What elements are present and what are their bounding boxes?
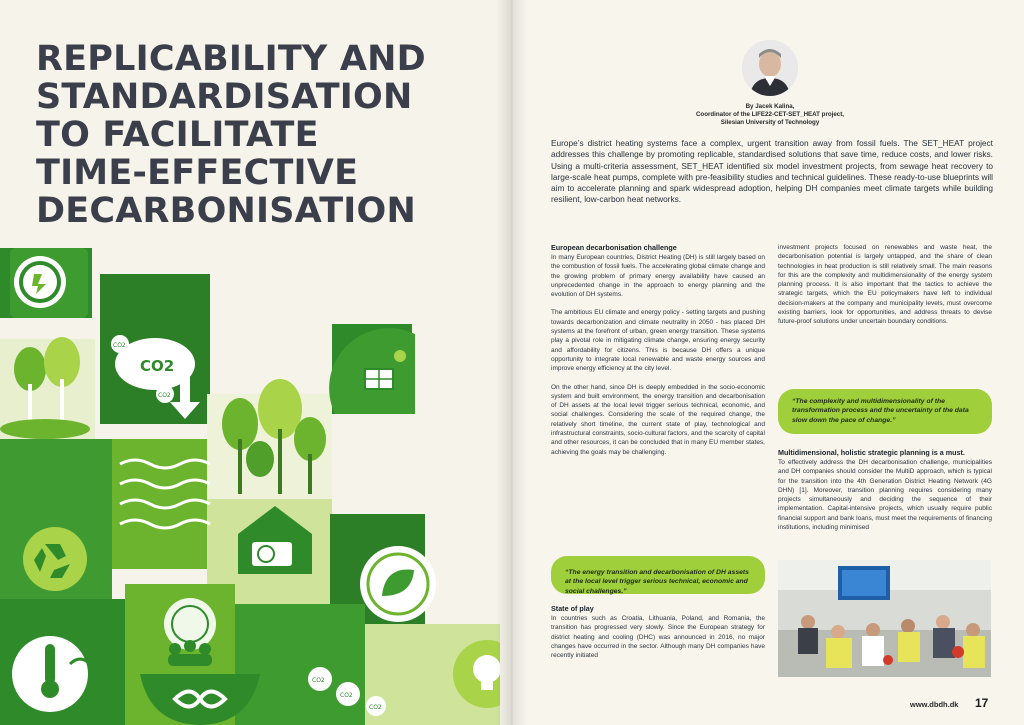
co2-label: CO2 xyxy=(113,342,126,349)
co2-label: CO2 xyxy=(369,704,382,711)
green-energy-illustration xyxy=(0,244,500,725)
paragraph: In many European countries, District Heating (DH) is still largely based on the combustion of fossil fuels. The accelerating global climate change and the growing problem of primary energy availability have caused an unprecedented change in the approach to energy planning and the evolution of DH systems. xyxy=(551,254,765,299)
text-column-right-lower xyxy=(778,448,992,541)
paragraph: On the other hand, since DH is deeply embedded in the socio-economic system and built environment, the energy transition and decarbonisation of DH assets at the local level trigger serious technical, economic, and social challenges. Considering the scale of the required change, the relatively short timeline, the current state of play, technological and infrastructural constraints, socio-cultural factors, and the scarcity of capital and other resources, it can be concluded that in many EU member states, achieving the goals may be challenging. xyxy=(551,383,765,456)
title-line: TO FACILITATE xyxy=(36,115,319,155)
paragraph: investment projects focused on renewables and waste heat, the decarbonisation potential is largely untapped, and the share of clean technologies in heat production is still relatively small. The main reasons for this are the complexity and multidimensionality of the energy system planning process. It is also important that the tactics to achieve the strategic targets, which the EU policymakers have left to individual decision-makers at the company and municipality levels, must overcome existing barriers, look for opportunities, and address threats to devise future-proof solutions under uncertain boundary conditions. xyxy=(778,244,992,326)
author-affiliation: Silesian University of Technology xyxy=(720,119,820,126)
section-heading: European decarbonisation challenge xyxy=(551,243,677,252)
recycle-icon xyxy=(23,527,87,591)
thermometer-icon xyxy=(45,644,55,684)
paragraph: In countries such as Croatia, Lithuania, Poland, and Romania, the transition has progressed very slowly. Since the European strategy for district heating and cooling (DHC) was announced in 2016, no major changes have occurred in the sector. Although many DH companies have recently initiated xyxy=(551,615,765,660)
page-number: 17 xyxy=(975,696,989,710)
paragraph: To effectively address the DH decarbonisation challenge, municipalities and DH companies should consider the MultiD approach, which is typical for the transition into the 4th Generation District Heating Network (4G DHN) [1]. Moreover, transition planning requires considering many projects simultaneously and deciding the sequence of their implementation. Capital-intensive projects, which usually require public financial support and bank loans, must meet the requirements of financing institutions, including minimised xyxy=(778,459,992,532)
footer-url: www.dbdh.dk xyxy=(910,700,959,709)
co2-label: CO2 xyxy=(140,357,175,375)
text-column-right xyxy=(778,243,992,336)
title-line: REPLICABILITY AND xyxy=(36,39,426,79)
author-photo xyxy=(742,40,798,96)
pull-quote: “The energy transition and decarbonisation of DH assets at the local level trigger serious technical, economic and social challenges.” xyxy=(551,556,765,594)
sun-icon xyxy=(394,350,406,362)
lightbulb-icon xyxy=(473,655,500,683)
article-intro: Europe’s district heating systems face a complex, urgent transition away from fossil fuels. The SET_HEAT project addresses this challenge by promoting replicable, standardised solutions that save time, reduce costs, and lower risks. Using a multi-criteria assessment, SET_HEAT identified six model investment projects, from sewage heat recovery to large-scale heat pumps, complete with pre-feasibility studies and technical guidelines. These ready-to-use blueprints will aim to accelerate planning and spark widespread adoption, helping DH companies meet climate targets while building resilient, low-carbon heat networks. xyxy=(551,138,993,205)
author-byline xyxy=(650,103,890,127)
co2-label: CO2 xyxy=(312,677,325,684)
paragraph: The ambitious EU climate and energy policy - setting targets and pushing towards decarbonization and climate neutrality in 2050 - has placed DH systems at the forefront of urban, green energy transition. These systems play a pivotal role in mitigating climate change, ensuring energy security and affordability for citizens. This is because DH offers a unique opportunity to integrate local renewable and waste energy sources and improve energy efficiency at the city level. xyxy=(551,309,765,373)
meeting-photo xyxy=(778,560,991,677)
text-column-left-bottom xyxy=(551,604,765,669)
pull-quote: “The complexity and multidimensionality of the transformation process and the uncertainty of the data slow down the pace of change.” xyxy=(778,389,992,434)
co2-label: CO2 xyxy=(340,692,353,699)
section-heading: Multidimensional, holistic strategic planning is a must. xyxy=(778,448,965,457)
co2-label: CO2 xyxy=(158,392,171,399)
article-title xyxy=(36,40,476,230)
title-line: TIME-EFFECTIVE xyxy=(36,153,359,193)
text-column-left xyxy=(551,243,765,466)
author-name: By Jacek Kalina, xyxy=(745,103,795,110)
title-line: STANDARDISATION xyxy=(36,77,413,117)
section-heading: State of play xyxy=(551,604,594,613)
author-role: Coordinator of the LIFE22-CET-SET_HEAT project, xyxy=(695,111,845,118)
title-line: DECARBONISATION xyxy=(36,191,416,231)
